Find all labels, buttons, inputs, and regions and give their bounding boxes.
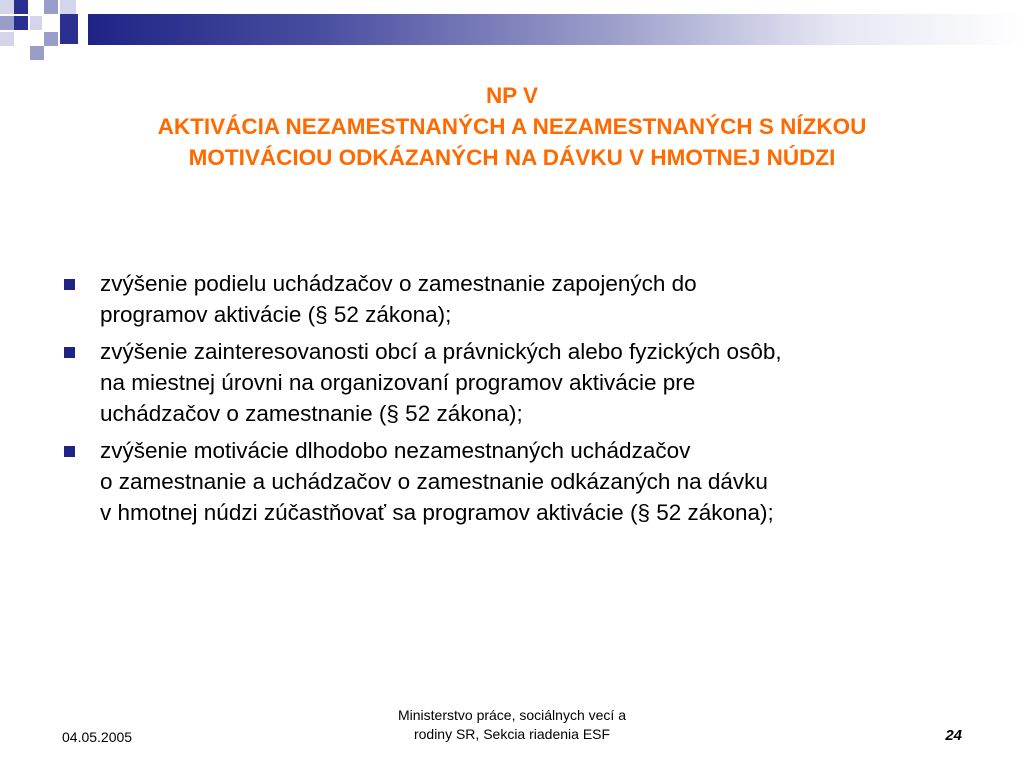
bullet-text-line: zvýšenie motivácie dlhodobo nezamestnaných uchádzačov bbox=[100, 438, 691, 463]
deco-square bbox=[14, 16, 28, 30]
title-line: NP V bbox=[485, 83, 539, 108]
footer-organization bbox=[352, 706, 672, 744]
title-line: MOTIVÁCIOU ODKÁZANÝCH NA DÁVKU V HMOTNEJ NÚDZI bbox=[188, 145, 836, 170]
bullet-text-line: uchádzačov o zamestnanie (§ 52 zákona); bbox=[100, 401, 523, 426]
square-bullet-icon bbox=[64, 446, 75, 457]
deco-square bbox=[0, 32, 14, 46]
bullet-list bbox=[62, 268, 982, 534]
deco-square bbox=[30, 46, 44, 60]
deco-square bbox=[60, 0, 76, 14]
deco-square bbox=[0, 0, 14, 14]
footer-org-line: Ministerstvo práce, sociálnych vecí a bbox=[398, 707, 626, 723]
title-line: AKTIVÁCIA NEZAMESTNANÝCH A NEZAMESTNANÝCH S NÍZKOU bbox=[157, 114, 867, 139]
bullet-text-line: na miestnej úrovni na organizovaní programov aktivácie pre bbox=[100, 370, 696, 395]
deco-square bbox=[44, 0, 58, 14]
slide-title bbox=[40, 80, 984, 173]
deco-square bbox=[0, 16, 14, 30]
bullet-text-line: o zamestnanie a uchádzačov o zamestnanie odkázaných na dávku bbox=[100, 469, 768, 494]
square-bullet-icon bbox=[64, 347, 75, 358]
deco-square bbox=[30, 16, 42, 30]
deco-square bbox=[44, 32, 58, 46]
square-bullet-icon bbox=[64, 279, 75, 290]
footer-date: 04.05.2005 bbox=[62, 729, 133, 745]
bullet-item bbox=[62, 268, 982, 330]
bullet-text-line: v hmotnej núdzi zúčastňovať sa programov aktivácie (§ 52 zákona); bbox=[100, 500, 774, 525]
bullet-item bbox=[62, 435, 982, 528]
footer-org-line: rodiny SR, Sekcia riadenia ESF bbox=[413, 726, 611, 742]
deco-square bbox=[14, 0, 28, 14]
bullet-item bbox=[62, 336, 982, 429]
header-gradient-bar bbox=[88, 14, 1024, 45]
bullet-text-line: zvýšenie podielu uchádzačov o zamestnanie zapojených do bbox=[100, 271, 697, 296]
page-number: 24 bbox=[945, 727, 962, 744]
bullet-text-line: programov aktivácie (§ 52 zákona); bbox=[100, 302, 452, 327]
deco-square bbox=[60, 14, 78, 44]
bullet-text-line: zvýšenie zainteresovanosti obcí a právnických alebo fyzických osôb, bbox=[100, 339, 782, 364]
